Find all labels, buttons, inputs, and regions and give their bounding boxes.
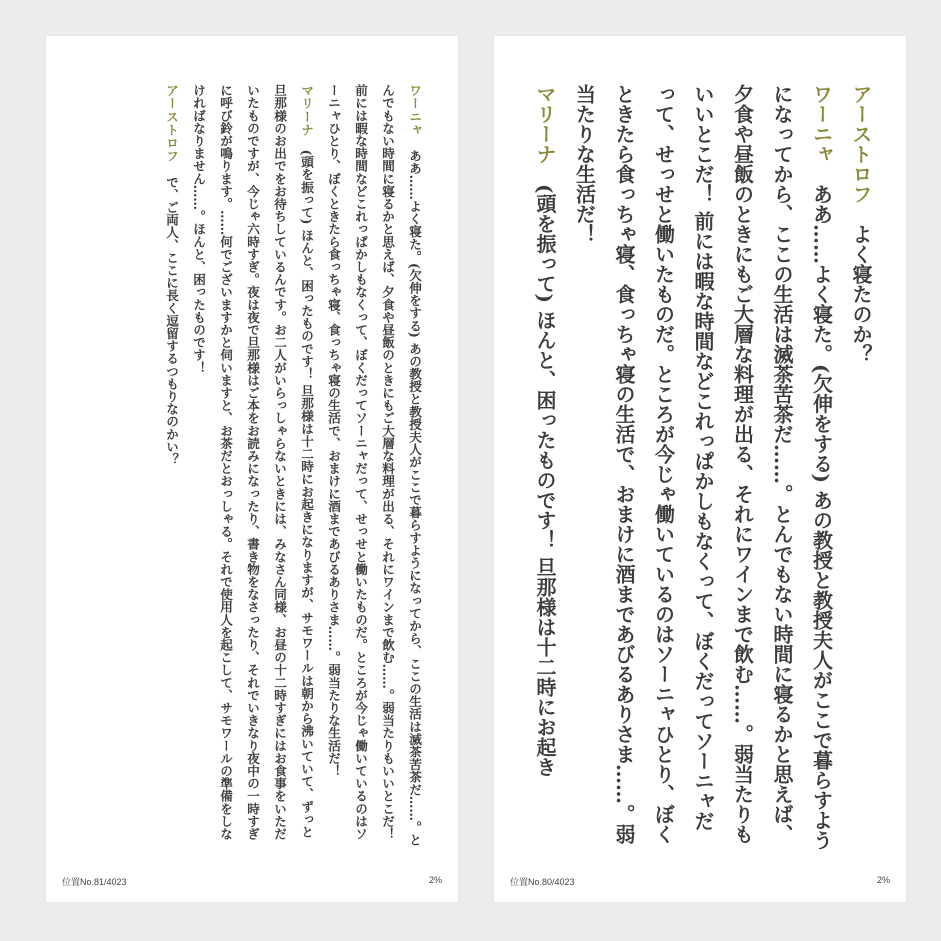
dialogue-text: ああ……よく寝た。(欠伸をする) あの教授と教授夫人がここで暮らすようになってから、ここの生活は滅茶苦茶だ……。とんでもない時間に寝るかと思えば、夕食や昼飯のときにもご大層な料理が出る、それにワインまで飲む……。弱当たりもいいとこだ！ 前には暇な時間などこれっぱかしもなくって、ぼくだってソーニャだって、せっせと働いたものだ。ところが今じゃ働いているのはソーニャひとり、ぼくときたら食っちゃ寝、食っちゃ寝の生活で、おまけに酒まであびるありさま……。弱当たりな生活だ！ bbox=[326, 84, 422, 847]
dialogue-block bbox=[564, 84, 841, 850]
reader-page-right[interactable] bbox=[494, 36, 906, 902]
dialogue-text: で、ご両人、ここに長く逗留するつもりなのかい？ bbox=[164, 175, 179, 466]
location-indicator: 位置No.81/4023 bbox=[62, 877, 127, 887]
dialogue-text: ああ……よく寝た。(欠伸をする) あの教授と教授夫人がここで暮らすようになってから、ここの生活は滅茶苦茶だ……。とんでもない時間に寝るかと思えば、夕食や昼飯のときにもご大層な料理が出る、それにワインまで飲む……。弱当たりもいいとこだ！ 前には暇な時間などこれっぱかしもなくって、ぼくだってソーニャだって、せっせと働いたものだ。ところが今じゃ働いているのはソーニャひとり、ぼくときたら食っちゃ寝、食っちゃ寝の生活で、おまけに酒まであびるありさま……。弱当たりな生活だ！ bbox=[572, 84, 834, 850]
location-indicator: 位置No.80/4023 bbox=[510, 877, 575, 887]
dialogue-block bbox=[525, 84, 565, 850]
speaker-name: アーストロフ bbox=[164, 84, 179, 163]
dialogue-text: (頭を振って) ほんと、困ったものです！ 旦那様は十二時にお起き bbox=[533, 184, 557, 777]
speaker-name: マリーナ bbox=[299, 84, 314, 137]
dialogue-block bbox=[185, 84, 320, 850]
page-body bbox=[525, 84, 881, 850]
progress-percent: 2% bbox=[876, 875, 890, 885]
dialogue-block bbox=[158, 84, 185, 850]
speaker-name: ワーニャ bbox=[809, 84, 834, 164]
speaker-name: マリーナ bbox=[533, 84, 557, 164]
dialogue-block bbox=[841, 84, 881, 850]
dialogue-text: (頭を振って) ほんと、困ったものです！ 旦那様は十二時にお起きになりますが、サモワールは朝から沸いていて、ずっと旦那様のお出でをお待ちしているんです。お二人がいらっしゃらないときには、みなさん同様、お昼の十二時すぎにはお食事をいただいたものですが、今じゃ六時すぎ。夜は夜で旦那様はご本をお読みになったり、書き物をなさったり、それでいきなり夜中の一時すぎに呼び鈴が鳴ります。……何でございますかと伺いますと、お茶だとおっしゃる。それで使用人を起こして、サモワールの準備をしなければなりません……。ほんと、困ったものです！ bbox=[191, 84, 314, 840]
page-footer bbox=[62, 875, 442, 888]
speaker-name: アーストロフ bbox=[849, 84, 873, 204]
progress-percent: 2% bbox=[428, 875, 442, 885]
speaker-name: ワーニャ bbox=[407, 84, 422, 137]
dialogue-text: よく寝たのか？ bbox=[849, 224, 873, 364]
page-footer bbox=[510, 875, 890, 888]
dialogue-block bbox=[320, 84, 428, 850]
page-body bbox=[158, 84, 428, 850]
reader-page-left[interactable] bbox=[46, 36, 458, 902]
